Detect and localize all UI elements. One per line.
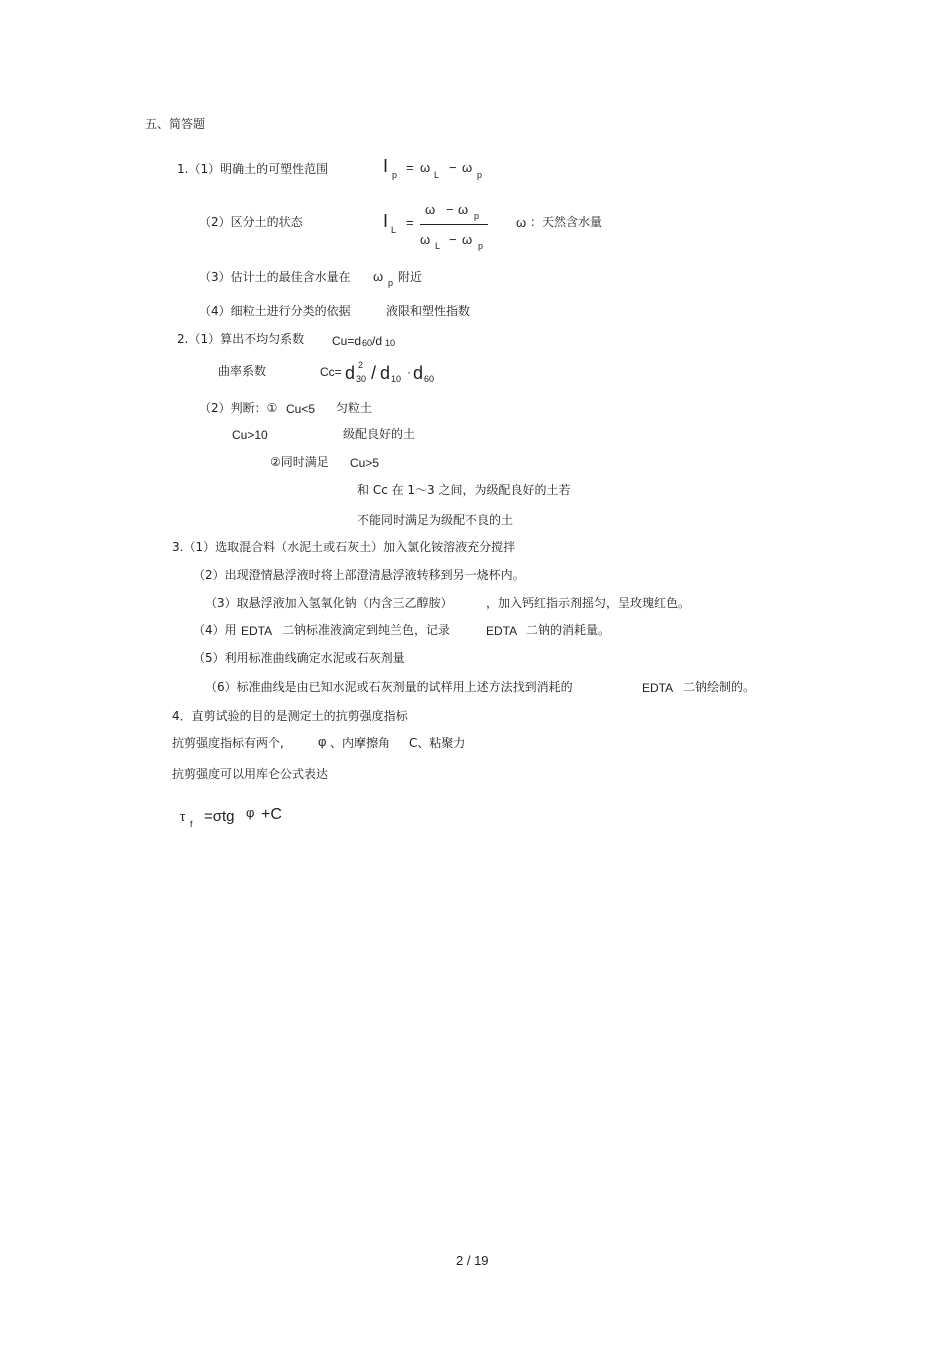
formula-symbol: I	[383, 156, 389, 176]
cc-prefix: Cc=	[320, 365, 342, 379]
q3-line6c: 二钠绘制的。	[683, 680, 756, 694]
q2-line1-label: 2.（1）算出不均匀系数	[177, 332, 305, 346]
q3-line3b: ，加入钙红指示剂摇匀，呈玫瑰红色。	[486, 596, 691, 610]
formula-tail: +C	[261, 806, 282, 823]
cc-d: d	[413, 363, 424, 383]
omega-note-text: ：天然含水量	[530, 215, 603, 229]
q4-line2c: C、粘聚力	[409, 736, 466, 750]
formula-subscript: L	[435, 241, 441, 251]
q4-line2a: 抗剪强度指标有两个,	[172, 736, 284, 750]
q2-cond3: Cu>5	[350, 456, 380, 470]
q3-line1: 3.（1）选取混合料（水泥土或石灰土）加入氯化铵溶液充分搅拌	[172, 540, 516, 554]
omega-note-symbol: ω	[516, 215, 527, 230]
q1-item3-label: （3）估计土的最佳含水量在	[199, 270, 351, 284]
formula-omega: ω	[373, 269, 384, 284]
formula-omega: ω	[420, 232, 431, 247]
q2-judge-label: （2）判断：①	[199, 401, 278, 415]
formula-subscript: p	[388, 278, 394, 288]
q1-item2-label: （2）区分土的状态	[199, 215, 303, 229]
cc-dot: ·	[407, 365, 411, 379]
cc-d: d	[345, 363, 356, 383]
q1-item1-label: 1.（1）明确土的可塑性范围	[177, 162, 329, 176]
formula-subscript: 10	[385, 338, 396, 348]
cc-d: d	[380, 363, 391, 383]
formula-body: =σtg	[204, 808, 235, 825]
page-number: 2 / 19	[456, 1253, 489, 1268]
q1-item4-tail: 液限和塑性指数	[386, 304, 471, 318]
formula-subscript: p	[477, 170, 483, 180]
formula-equals: =	[406, 215, 414, 230]
q2-cond2: Cu>10	[232, 428, 268, 442]
q3-line4c: 二钠标准液滴定到纯兰色，记录	[282, 623, 451, 637]
q2-cond4: 和 Cc 在 1～3 之间，为级配良好的土若	[357, 483, 571, 497]
cc-slash: /	[371, 363, 377, 383]
q2-curvature-label: 曲率系数	[218, 364, 267, 378]
formula-omega: ω	[462, 232, 473, 247]
fraction-bar	[420, 224, 488, 225]
q2-res2: 级配良好的土	[343, 427, 416, 441]
q3-line2: （2）出现澄情悬浮液时将上部澄清悬浮液转移到另一烧杯内。	[193, 568, 525, 582]
q2-cond1: Cu<5	[286, 402, 316, 416]
formula-omega: ω	[425, 202, 436, 217]
tau-symbol: τ	[180, 809, 186, 824]
cu-formula-part: /d	[372, 334, 383, 348]
q2-cond5: 不能同时满足为级配不良的土	[357, 513, 514, 527]
q3-line4e: 二钠的消耗量。	[526, 623, 611, 637]
q4-line3: 抗剪强度可以用库仑公式表达	[172, 767, 329, 781]
phi-symbol: φ	[318, 734, 327, 749]
formula-minus: −	[449, 160, 457, 175]
formula-equals: =	[406, 160, 414, 175]
formula-subscript: p	[474, 211, 480, 221]
formula-superscript: 2	[358, 360, 364, 370]
formula-subscript: 60	[424, 374, 435, 384]
q3-line5: （5）利用标准曲线确定水泥或石灰剂量	[193, 651, 405, 665]
formula-symbol: I	[383, 211, 389, 231]
formula-subscript: 60	[362, 338, 373, 348]
q1-item4-label: （4）细粒土进行分类的依据	[199, 304, 351, 318]
q1-item3-tail: 附近	[398, 270, 423, 284]
q3-line6a: （6）标准曲线是由已知水泥或石灰剂量的试样用上述方法找到消耗的	[205, 680, 573, 694]
formula-omega: ω	[462, 160, 473, 175]
q3-line4d: EDTA	[486, 624, 518, 638]
formula-subscript: p	[392, 170, 398, 180]
q2-cond3-label: ②同时满足	[270, 455, 329, 469]
formula-subscript: L	[391, 225, 397, 235]
formula-subscript: f	[190, 819, 193, 829]
formula-subscript: L	[434, 170, 440, 180]
formula-subscript: 30	[356, 374, 367, 384]
formula-omega: ω	[420, 160, 431, 175]
phi-symbol: φ	[246, 805, 255, 820]
section-title: 五、简答题	[145, 117, 206, 131]
cu-formula-part: Cu=d	[332, 334, 362, 348]
q3-line4b: EDTA	[241, 624, 273, 638]
q2-res1: 匀粒土	[336, 401, 373, 415]
q4-line1: 4．直剪试验的目的是测定土的抗剪强度指标	[172, 709, 408, 723]
formula-minus: −	[446, 202, 454, 217]
q3-line3a: （3）取悬浮液加入氢氧化钠（内含三乙醇胺）	[205, 596, 453, 610]
formula-subscript: 10	[391, 374, 402, 384]
formula-subscript: p	[478, 241, 484, 251]
q3-line4a: （4）用	[193, 623, 237, 637]
q3-line6b: EDTA	[642, 681, 674, 695]
formula-minus: −	[449, 232, 457, 247]
formula-omega: ω	[458, 202, 469, 217]
q4-line2b: 、内摩擦角	[330, 736, 391, 750]
